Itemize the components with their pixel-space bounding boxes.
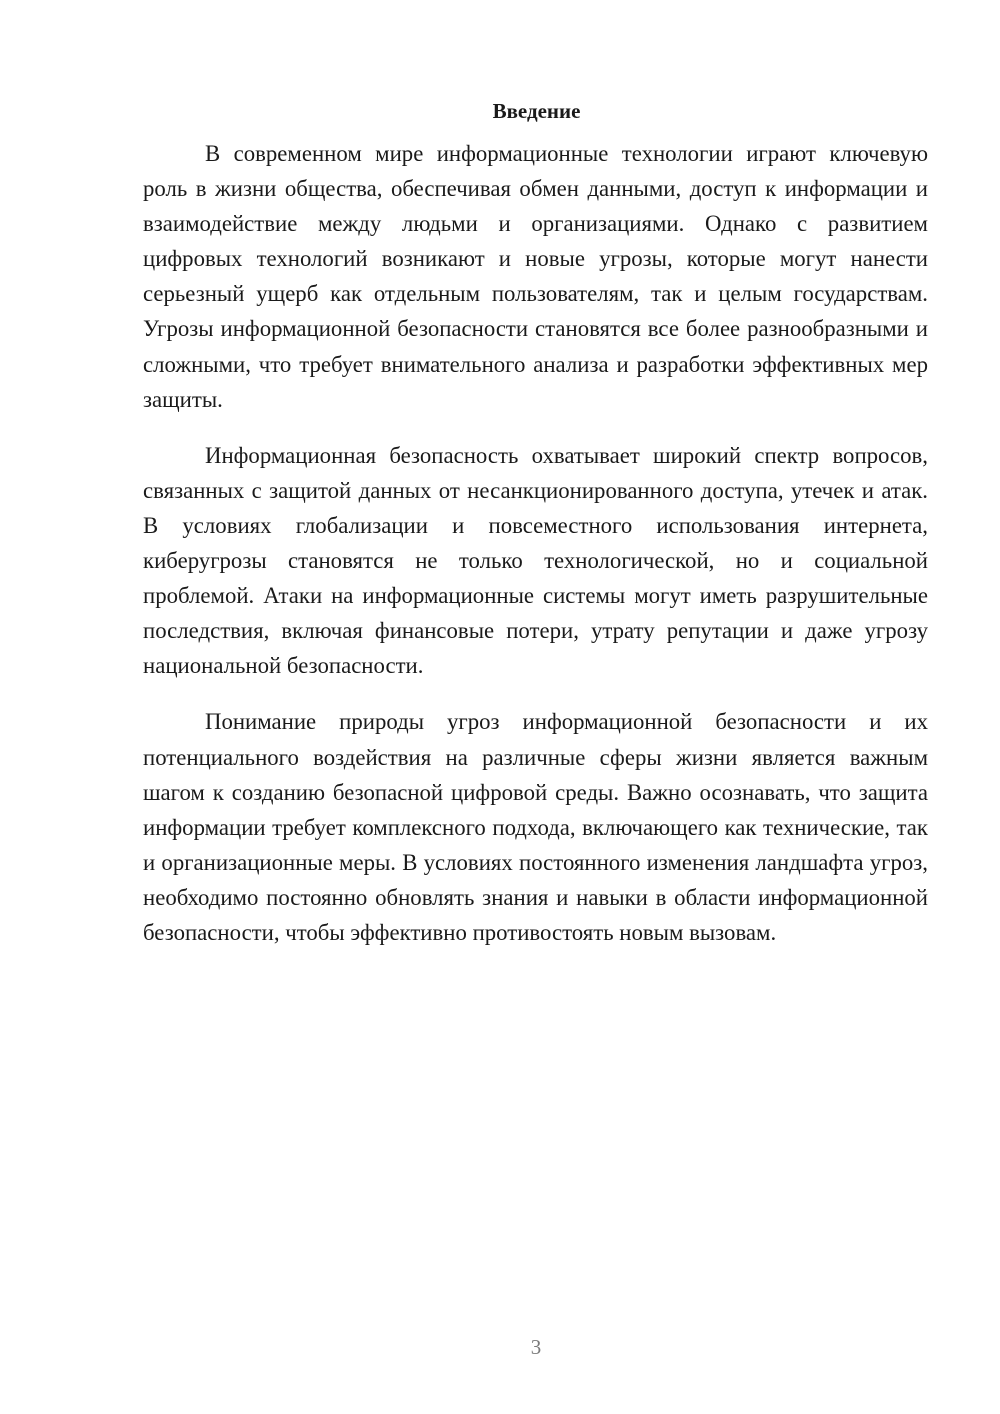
paragraph-understanding: Понимание природы угроз информационной безопасности и их потенциального воздействия на различные сферы жизни является важным шагом к созданию безопасной цифровой среды. Важно осознавать, что защита информации требует комплексного подхода, включающего как технические, так и организационные меры. В условиях постоянного изменения ландшафта угроз, необходимо постоянно обновлять знания и навыки в области информационной безопасности, чтобы эффективно противостоять новым вызовам.: [143, 709, 928, 945]
paragraph-intro: В современном мире информационные технологии играют ключевую роль в жизни общества, обеспечивая обмен данными, доступ к информации и взаимодействие между людьми и организациями. Однако с развитием цифровых технологий возникают и новые угрозы, которые могут нанести серьезный ущерб как отдельным пользователям, так и целым государствам. Угрозы информационной безопасности становятся все более разнообразными и сложными, что требует внимательного анализа и разработки эффективных мер защиты.: [143, 141, 928, 412]
page-number: 3: [530, 1335, 542, 1359]
page-content: [143, 94, 928, 950]
section-title: Введение: [492, 99, 581, 123]
paragraph-scope: Информационная безопасность охватывает широкий спектр вопросов, связанных с защитой данных от несанкционированного доступа, утечек и атак. В условиях глобализации и повсеместного использования интернета, киберугрозы становятся не только технологической, но и социальной проблемой. Атаки на информационные системы могут иметь разрушительные последствия, включая финансовые потери, утрату репутации и даже угрозу национальной безопасности.: [143, 442, 928, 679]
